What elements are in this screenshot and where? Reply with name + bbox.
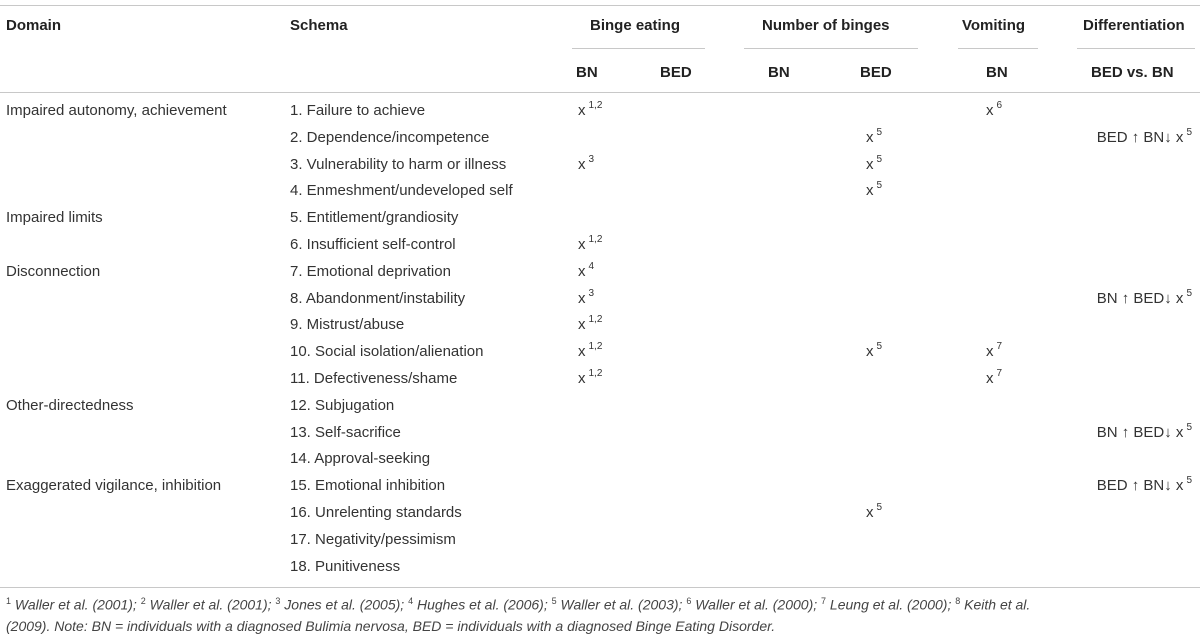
cell-differentiation <box>1096 421 1192 441</box>
cell-binge-bn-superscript: 4 <box>588 260 595 272</box>
cell-schema-text: 16. Unrelenting standards <box>290 504 462 521</box>
group-rule-vomiting <box>958 48 1038 49</box>
cell-schema-text: 14. Approval-seeking <box>290 450 431 468</box>
footnote-ref-text: Jones et al. (2005); <box>280 596 409 613</box>
cell-schema-text: 1. Failure to achieve <box>290 102 426 119</box>
subheader-number-bed: BED <box>860 64 892 81</box>
cell-number-bed-superscript: 5 <box>876 341 883 353</box>
cell-binge-bn <box>578 343 602 360</box>
subheader-bed-vs-bn: BED vs. BN <box>1091 64 1174 81</box>
cell-vomiting-bn <box>986 370 1002 387</box>
cell-number-bed-superscript: 5 <box>876 180 883 192</box>
cell-vomiting-bn-text: x <box>986 102 994 119</box>
cell-number-bed-text: x <box>866 155 874 173</box>
footnote-ref-number: 4 <box>408 596 414 606</box>
cell-schema <box>290 343 483 360</box>
cell-number-bed <box>866 343 882 360</box>
cell-binge-bn-text: x <box>578 262 586 280</box>
cell-differentiation-text: BED ↑ BN↓ x <box>1096 128 1184 146</box>
cell-schema-text: 17. Negativity/pessimism <box>290 530 456 548</box>
cell-schema-text: 18. Punitiveness <box>290 557 401 575</box>
cell-binge-bn-superscript: 3 <box>588 153 595 165</box>
cell-binge-bn <box>578 287 595 307</box>
cell-number-bed-superscript: 5 <box>876 153 883 165</box>
cell-schema <box>290 424 401 441</box>
cell-binge-bn-text: x <box>578 289 586 307</box>
cell-binge-bn <box>578 316 602 333</box>
cell-differentiation <box>1096 287 1192 307</box>
cell-number-bed <box>866 126 883 146</box>
cell-binge-bn <box>578 102 602 119</box>
cell-vomiting-bn-superscript: 7 <box>996 341 1003 353</box>
header-domain: Domain <box>6 17 62 34</box>
footnote-ref-number: 7 <box>821 596 827 606</box>
cell-differentiation-superscript: 5 <box>1186 287 1192 299</box>
cell-vomiting-bn-text: x <box>986 343 994 361</box>
header-binge-eating: Binge eating <box>590 17 681 34</box>
subheader-binge-bn: BN <box>576 64 598 81</box>
header-bottom-rule <box>0 92 1200 93</box>
cell-vomiting-bn-superscript: 7 <box>996 368 1003 379</box>
footnote-ref-number: 2 <box>140 596 146 606</box>
cell-schema <box>290 316 404 333</box>
cell-binge-bn-text: x <box>578 236 586 253</box>
group-rule-number-of-binges <box>744 48 918 49</box>
cell-binge-bn-superscript: 1,2 <box>588 368 603 379</box>
cell-schema <box>290 504 462 521</box>
cell-schema-text: 4. Enmeshment/undeveloped self <box>290 182 513 200</box>
cell-schema <box>290 290 465 307</box>
cell-schema-text: 5. Entitlement/grandiosity <box>290 209 459 227</box>
cell-domain <box>6 263 100 280</box>
header-differentiation: Differentiation <box>1083 17 1185 34</box>
cell-differentiation-superscript: 5 <box>1186 126 1192 138</box>
cell-schema-text: 9. Mistrust/abuse <box>290 316 405 334</box>
footnote-ref-text: Waller et al. (2000); <box>691 596 822 613</box>
cell-number-bed-text: x <box>866 343 874 361</box>
cell-schema-text: 15. Emotional inhibition <box>290 477 446 495</box>
cell-schema <box>290 263 451 280</box>
cell-number-bed <box>866 153 883 173</box>
cell-schema <box>290 102 425 119</box>
cell-schema-text: 12. Subjugation <box>290 396 395 414</box>
cell-domain <box>6 209 103 226</box>
cell-domain-text: Impaired autonomy, achievement <box>6 102 227 119</box>
footnote-ref-text: Waller et al. (2001); <box>145 596 276 613</box>
cell-binge-bn-superscript: 1,2 <box>588 314 603 326</box>
footnote-line-1 <box>6 596 1030 613</box>
cell-number-bed-text: x <box>866 182 874 200</box>
cell-binge-bn <box>578 260 595 280</box>
footnote-line-2: (2009). Note: BN = individuals with a diagnosed Bulimia nervosa, BED = individuals with a diagnosed Binge Eating Disorder. <box>6 618 776 634</box>
header-vomiting: Vomiting <box>962 17 1026 34</box>
cell-schema <box>290 370 457 387</box>
cell-differentiation-text: BN ↑ BED↓ x <box>1096 423 1184 441</box>
cell-schema-text: 10. Social isolation/alienation <box>290 343 484 361</box>
cell-number-bed <box>866 504 882 521</box>
cell-schema <box>290 156 506 173</box>
footnote-ref-text: Leung et al. (2000); <box>826 596 956 613</box>
cell-binge-bn <box>578 370 602 387</box>
subheader-number-bn: BN <box>768 64 790 81</box>
group-rule-binge-eating <box>572 48 705 49</box>
cell-differentiation <box>1097 477 1192 494</box>
cell-binge-bn <box>578 153 595 173</box>
footnote-ref-number: 1 <box>6 596 12 606</box>
cell-domain <box>6 477 221 494</box>
header-schema: Schema <box>290 17 348 34</box>
cell-domain-text: Exaggerated vigilance, inhibition <box>6 477 222 495</box>
cell-binge-bn-text: x <box>578 370 586 387</box>
cell-schema-text: 11. Defectiveness/shame <box>290 370 458 387</box>
cell-vomiting-bn <box>986 102 1002 119</box>
cell-differentiation-text: BED ↑ BN↓ x <box>1096 477 1184 495</box>
cell-differentiation-text: BN ↑ BED↓ x <box>1096 289 1184 307</box>
cell-domain-text: Other-directedness <box>6 396 134 414</box>
cell-number-bed-text: x <box>866 504 874 521</box>
footnote-ref-text: Waller et al. (2003); <box>556 596 687 613</box>
cell-binge-bn-superscript: 1,2 <box>588 234 603 245</box>
footnote-ref-number: 6 <box>686 596 692 606</box>
cell-binge-bn <box>578 236 602 253</box>
cell-schema <box>290 236 456 253</box>
footnote-ref-text: Waller et al. (2001); <box>11 596 141 613</box>
cell-schema <box>290 182 513 199</box>
cell-binge-bn-superscript: 1,2 <box>588 341 603 353</box>
cell-binge-bn-superscript: 3 <box>588 287 595 299</box>
cell-binge-bn-superscript: 1,2 <box>588 100 603 111</box>
cell-number-bed-text: x <box>866 128 874 146</box>
cell-schema-text: 13. Self-sacrifice <box>290 423 401 441</box>
footnote-ref-number: 8 <box>955 596 961 606</box>
cell-binge-bn-text: x <box>578 155 586 173</box>
cell-binge-bn-text: x <box>578 343 586 361</box>
footnote-ref-text: Keith et al. <box>960 596 1031 613</box>
cell-domain-text: Disconnection <box>6 262 101 280</box>
cell-binge-bn-text: x <box>578 102 586 119</box>
group-rule-differentiation <box>1077 48 1195 49</box>
cell-number-bed <box>866 182 882 199</box>
header-number-of-binges: Number of binges <box>762 17 890 34</box>
cell-number-bed-superscript: 5 <box>876 126 883 138</box>
cell-schema <box>290 531 456 548</box>
footnote-ref-number: 5 <box>551 596 557 606</box>
cell-vomiting-bn <box>986 343 1002 360</box>
cell-differentiation-superscript: 5 <box>1186 475 1192 487</box>
cell-vomiting-bn-text: x <box>986 370 994 387</box>
table-top-rule <box>0 5 1200 6</box>
cell-domain-text: Impaired limits <box>6 209 103 227</box>
cell-schema-text: 3. Vulnerability to harm or illness <box>290 155 507 173</box>
cell-differentiation-superscript: 5 <box>1186 421 1192 433</box>
cell-schema <box>290 209 458 226</box>
subheader-binge-bed: BED <box>660 64 692 81</box>
cell-vomiting-bn-superscript: 6 <box>996 100 1003 111</box>
table-bottom-rule <box>0 587 1200 588</box>
cell-schema <box>290 129 489 146</box>
cell-schema <box>290 558 400 575</box>
footnote-ref-text: Hughes et al. (2006); <box>413 596 552 613</box>
cell-number-bed-superscript: 5 <box>876 502 883 513</box>
cell-schema <box>290 477 445 494</box>
cell-schema-text: 8. Abandonment/instability <box>290 289 466 307</box>
cell-domain <box>6 397 134 414</box>
cell-schema <box>290 397 394 414</box>
cell-schema-text: 6. Insufficient self-control <box>290 236 456 253</box>
cell-binge-bn-text: x <box>578 316 586 334</box>
cell-schema <box>290 450 430 467</box>
cell-schema-text: 7. Emotional deprivation <box>290 262 451 280</box>
footnote-ref-number: 3 <box>275 596 281 606</box>
cell-differentiation <box>1096 126 1192 146</box>
cell-domain <box>6 102 227 119</box>
cell-schema-text: 2. Dependence/incompetence <box>290 128 490 146</box>
subheader-vomiting-bn: BN <box>986 64 1008 81</box>
